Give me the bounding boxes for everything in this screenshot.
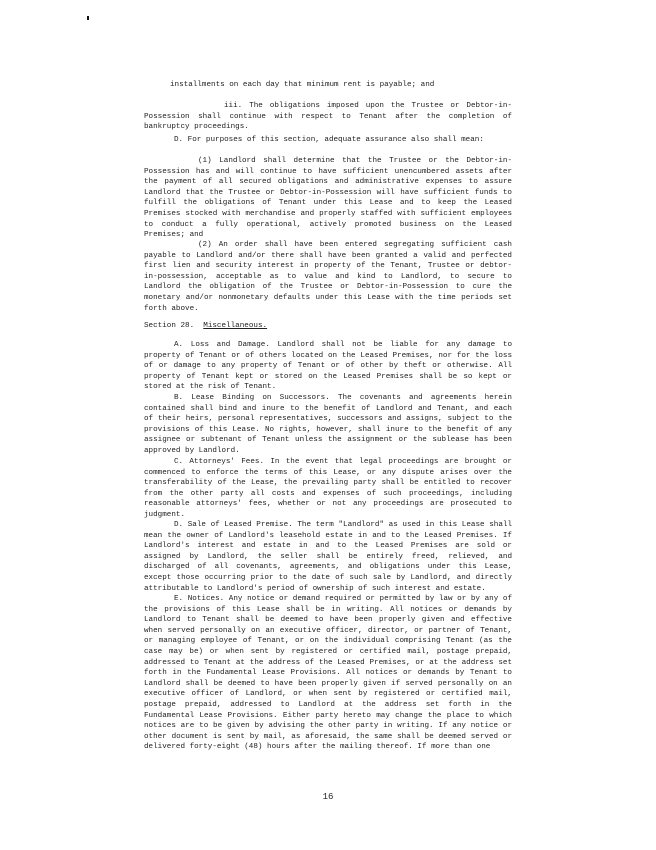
section-number: Section 28.: [144, 322, 195, 330]
installments-line: installments on each day that minimum rent is payable; and: [170, 81, 435, 89]
paragraph-1: (1) Landlord shall determine that the Trustee or the Debtor-in-Possession has and will continue to have sufficient unencumbered assets after the payment of all secured obligations and administrative expenses to assure Landlord that the Trustee or Debtor-in-Possession will have sufficient funds to fulfill the obligations of Tenant under this Lease and to keep the Leased Premises stocked with merchandise and properly staffed with sufficient employees to conduct a fully operational, actively promoted business on the Leased Premises; and: [144, 157, 512, 240]
scan-mark: [87, 16, 89, 20]
paragraph-d-adequate-assurance: D. For purposes of this section, adequate assurance also shall mean:: [174, 136, 484, 144]
paragraph-b-lease-binding: B. Lease Binding on Successors. The covenants and agreements herein contained shall bind and inure to the benefit of Landlord and Tenant, and each of their heirs, personal representatives, successors and assigns, subject to the provisions of this Lease. No rights, however, shall inure to the benefit of any assignee or subtenant of Tenant unless the assignment or the sublease has been approved by Landlord.: [144, 394, 512, 455]
paragraph-a-loss-and-damage: A. Loss and Damage. Landlord shall not be liable for any damage to property of Tenant or of others located on the Leased Premises, nor for the loss of or damage to any property of Tenant or of other by theft or otherwise. All property of Tenant kept or stored on the Leased Premises shall be so kept or stored at the risk of Tenant.: [144, 341, 512, 392]
paragraph-e-notices: E. Notices. Any notice or demand required or permitted by law or by any of the provisions of this Lease shall be in writing. All notices or demands by Landlord to Tenant shall be deemed to have been properly given and effective when served personally on an executive officer, director, or partner of Tenant, or managing employee of Tenant, or on the individual comprising Tenant (as the case may be) or when sent by registered or certified mail, postage prepaid, addressed to Tenant at the address of the Leased Premises, or at the address set forth in the Fundamental Lease Provisions. All notices or demands by Tenant to Landlord shall be deemed to have been properly given if served personally on an executive officer of Landlord, or when sent by registered or certified mail, postage prepaid, addressed to Landlord at the address set forth in the Fundamental Lease Provisions. Either party hereto may change the place to which notices are to be given by advising the other party in writing. If any notice or other document is sent by mail, as aforesaid, the same shall be deemed served or delivered forty-eight (48) hours after the mailing thereof. If more than one: [144, 595, 512, 752]
page-number: 16: [322, 792, 334, 802]
paragraph-d-sale-of-premise: D. Sale of Leased Premise. The term "Landlord" as used in this Lease shall mean the owner of Landlord's leasehold estate in and to the Leased Premises. If Landlord's interest and estate in and to the Leased Premises are sold or assigned by Landlord, the seller shall be entirely freed, relieved, and discharged of all covenants, agreements, and obligations under this Lease, except those occurring prior to the date of such sale by Landlord, and directly attributable to Landlord's period of ownership of such interest and estate.: [144, 521, 512, 593]
paragraph-2: (2) An order shall have been entered segregating sufficient cash payable to Landlord and/or there shall have been granted a valid and perfected first lien and security interest in property of the Tenant, Trustee or debtor-in-possession, acceptable as to value and kind to Landlord, to secure to Landlord the obligation of the Trustee or Debtor-in-Possession to cure the monetary and/or nonmonetary defaults under this Lease with the time periods set forth above.: [144, 241, 512, 313]
paragraph-iii: iii. The obligations imposed upon the Trustee or Debtor-in-Possession shall continue with respect to Tenant after the completion of bankruptcy proceedings.: [144, 102, 512, 132]
section-heading: [144, 321, 267, 332]
section-title: Miscellaneous.: [203, 322, 268, 330]
paragraph-c-attorneys-fees: C. Attorneys' Fees. In the event that legal proceedings are brought or commenced to enforce the terms of this Lease, or any dispute arises over the transferability of the Lease, the prevailing party shall be entitled to recover from the other party all costs and expenses of such proceedings, including reasonable attorneys' fees, whether or not any proceedings are prosecuted to judgment.: [144, 458, 512, 519]
